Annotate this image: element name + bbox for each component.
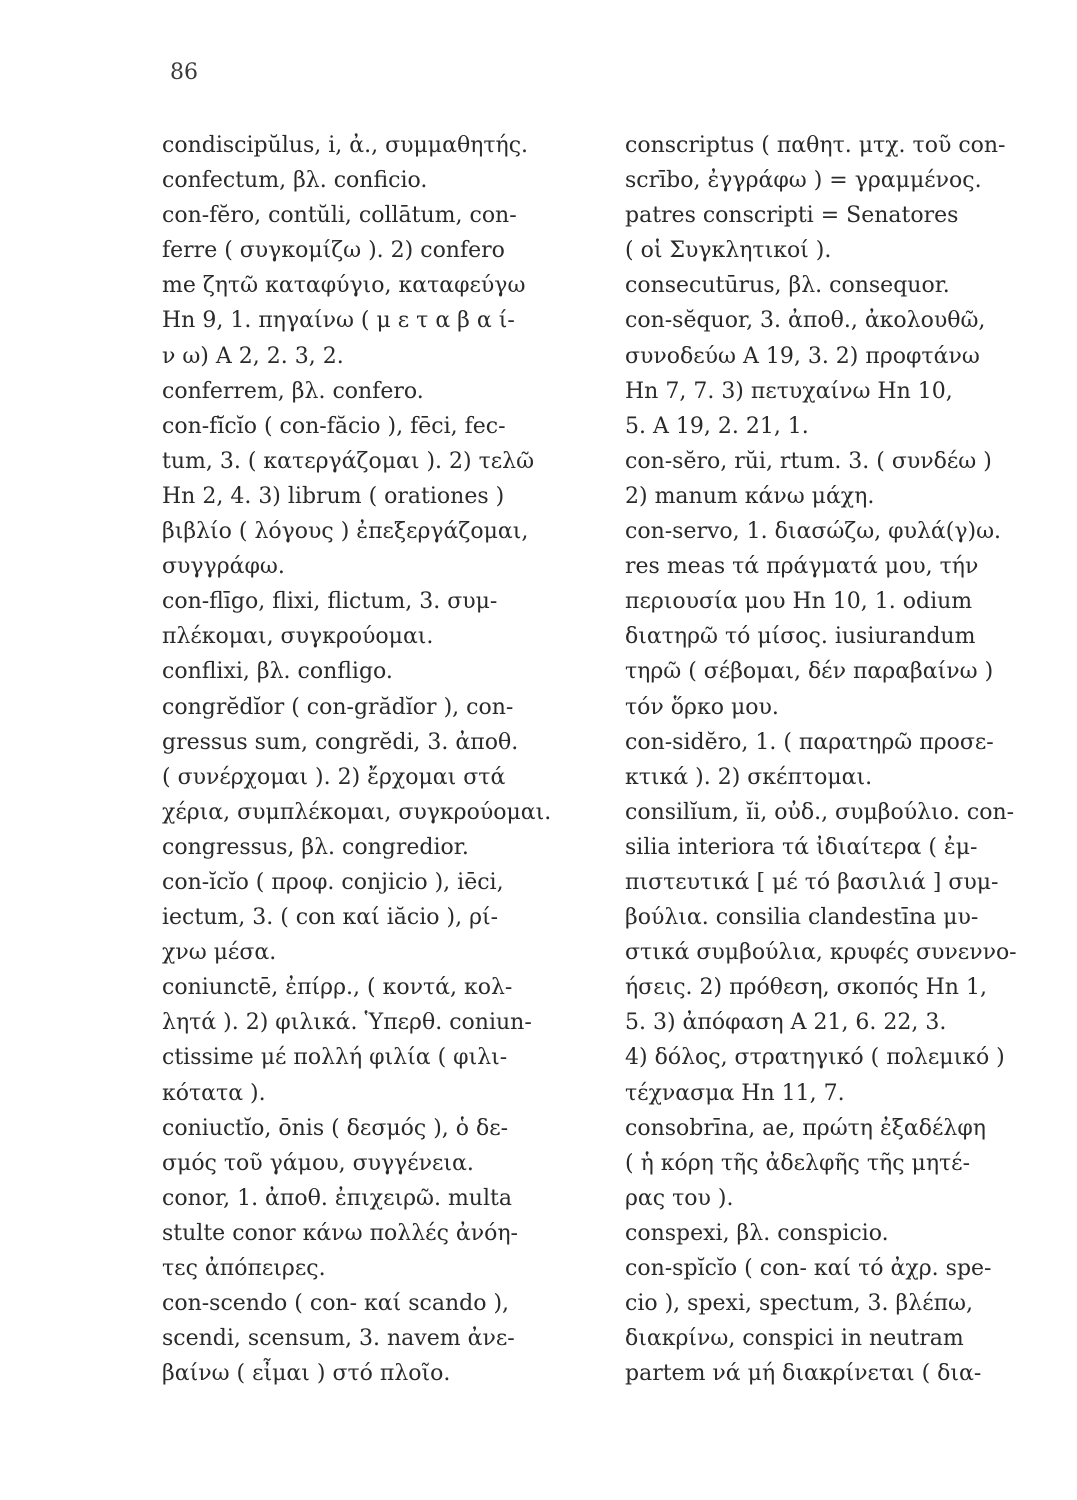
text-line: iectum, 3. ( con καί iăcio ), ρί- — [162, 905, 499, 931]
text-line: coniuctĭo, ōnis ( δεσμός ), ὁ δε- — [162, 1115, 509, 1141]
text-line: res meas τά πράγματά μου, τήν — [625, 554, 979, 580]
left-column — [162, 128, 612, 1391]
text-line: συνοδεύω A 19, 3. 2) προφτάνω — [625, 343, 980, 369]
text-line: ( οἱ Συγκλητικοί ). — [625, 238, 832, 264]
text-line: ctissime μέ πολλή φιλία ( φιλι- — [162, 1045, 508, 1071]
right-column — [625, 128, 1075, 1391]
text-line: κότατα ). — [162, 1080, 266, 1106]
text-line: con-sidĕro, 1. ( παρατηρῶ προσε- — [625, 729, 994, 755]
text-line: ήσεις. 2) πρόθεση, σκοπός Hn 1, — [625, 975, 987, 1001]
text-line: con-scendo ( con- καί scando ), — [162, 1291, 510, 1317]
text-line: ρας του ). — [625, 1185, 734, 1211]
text-line: περιουσία μου Hn 10, 1. odium — [625, 589, 973, 615]
text-line: conspexi, βλ. conspicio. — [625, 1220, 889, 1246]
page-number: 86 — [170, 60, 198, 85]
text-line: conferrem, βλ. confero. — [162, 378, 424, 404]
text-line: χέρια, συμπλέκομαι, συγκρούομαι. — [162, 799, 552, 825]
text-line: coniunctē, ἐπίρρ., ( κοντά, κολ- — [162, 975, 513, 1001]
text-line: χνω μέσα. — [162, 940, 277, 966]
text-line: condiscipŭlus, i, ἀ., συμμαθητής. — [162, 133, 529, 158]
text-line: ferre ( συγκομίζω ). 2) confero — [162, 238, 505, 264]
text-line: consilĭum, ĭi, οὐδ., συμβούλιο. con- — [625, 799, 1015, 825]
text-line: σμός τοῦ γάμου, συγγένεια. — [162, 1150, 474, 1176]
text-line: πλέκομαι, συγκρούομαι. — [162, 624, 434, 650]
text-line: στικά συμβούλια, κρυφές συνεννο- — [625, 940, 1017, 966]
text-line: διατηρῶ τό μίσος. iusiurandum — [625, 624, 976, 650]
text-line: Hn 2, 4. 3) librum ( orationes ) — [162, 483, 505, 509]
text-line: con-spĭcĭo ( con- καί τό ἀχρ. spe- — [625, 1256, 992, 1281]
text-line: conflixi, βλ. confligo. — [162, 659, 393, 685]
text-line: stulte conor κάνω πολλές ἀνόη- — [162, 1220, 518, 1246]
text-line: tum, 3. ( κατεργάζομαι ). 2) τελῶ — [162, 448, 535, 474]
text-line: consecutūrus, βλ. consequor. — [625, 273, 950, 299]
text-line: con-servo, 1. διασώζω, φυλά(γ)ω. — [625, 519, 1001, 545]
text-line: con-sĕro, rŭi, rtum. 3. ( συνδέω ) — [625, 448, 992, 474]
text-line: me ζητῶ καταφύγιο, καταφεύγω — [162, 273, 526, 299]
text-line: scendi, scensum, 3. navem ἀνε- — [162, 1326, 515, 1352]
text-line: λητά ). 2) φιλικά. Ὑπερθ. coniun- — [162, 1010, 532, 1036]
text-line: conor, 1. ἀποθ. ἐπιχειρῶ. multa — [162, 1185, 512, 1211]
text-line: τηρῶ ( σέβομαι, δέν παραβαίνω ) — [625, 659, 994, 685]
text-line: κτικά ). 2) σκέπτομαι. — [625, 764, 873, 790]
text-line: 5. 3) ἀπόφαση A 21, 6. 22, 3. — [625, 1010, 947, 1036]
text-line: con-fĭcĭo ( con-făcio ), fēci, fec- — [162, 413, 506, 439]
text-line: Hn 7, 7. 3) πετυχαίνω Hn 10, — [625, 378, 953, 404]
text-line: βιβλίο ( λόγους ) ἐπεξεργάζομαι, — [162, 519, 529, 545]
text-line: congressus, βλ. congredior. — [162, 834, 469, 860]
text-line: confectum, βλ. conficio. — [162, 168, 428, 194]
text-line: ( ἡ κόρη τῆς ἀδελφῆς τῆς μητέ- — [625, 1150, 971, 1176]
text-line: congrĕdĭor ( con-grădĭor ), con- — [162, 694, 514, 720]
text-line: Hn 9, 1. πηγαίνω ( μ ε τ α β α ί- — [162, 308, 515, 334]
text-line: patres conscripti = Senatores — [625, 203, 959, 229]
text-line: τόν ὅρκο μου. — [625, 694, 779, 720]
text-line: con-flīgo, flixi, flictum, 3. συμ- — [162, 589, 498, 615]
text-line: διακρίνω, conspici in neutram — [625, 1326, 964, 1352]
text-line: ν ω) A 2, 2. 3, 2. — [162, 343, 344, 369]
text-line: gressus sum, congrĕdi, 3. ἀποθ. — [162, 729, 519, 755]
text-line: 2) manum κάνω μάχη. — [625, 483, 875, 509]
text-line: conscriptus ( παθητ. μτχ. τοῦ con- — [625, 133, 1006, 158]
text-line: πιστευτικά [ μέ τό βασιλιά ] συμ- — [625, 869, 999, 895]
text-line: con-fĕro, contŭli, collātum, con- — [162, 203, 517, 229]
text-line: συγγράφω. — [162, 554, 285, 580]
text-line: 4) δόλος, στρατηγικό ( πολεμικό ) — [625, 1045, 1005, 1071]
text-line: scrībo, ἐγγράφω ) = γραμμένος. — [625, 168, 982, 194]
text-line: βούλια. consilia clandestīna μυ- — [625, 905, 979, 931]
text-line: con-ĭcĭo ( προφ. conjicio ), iēci, — [162, 869, 504, 895]
text-line: τες ἀπόπειρες. — [162, 1256, 326, 1281]
text-line: 5. A 19, 2. 21, 1. — [625, 413, 809, 439]
text-line: partem νά μή διακρίνεται ( δια- — [625, 1361, 982, 1387]
text-line: τέχνασμα Hn 11, 7. — [625, 1080, 845, 1106]
text-line: consobrīna, ae, πρώτη ἐξαδέλφη — [625, 1115, 986, 1141]
text-line: con-sĕquor, 3. ἀποθ., ἀκολουθῶ, — [625, 308, 986, 334]
text-line: silia interiora τά ἰδιαίτερα ( ἐμ- — [625, 834, 978, 860]
text-line: βαίνω ( εἶμαι ) στό πλοῖο. — [162, 1361, 451, 1387]
text-line: ( συνέρχομαι ). 2) ἔρχομαι στά — [162, 764, 506, 790]
text-line: cio ), spexi, spectum, 3. βλέπω, — [625, 1291, 973, 1317]
